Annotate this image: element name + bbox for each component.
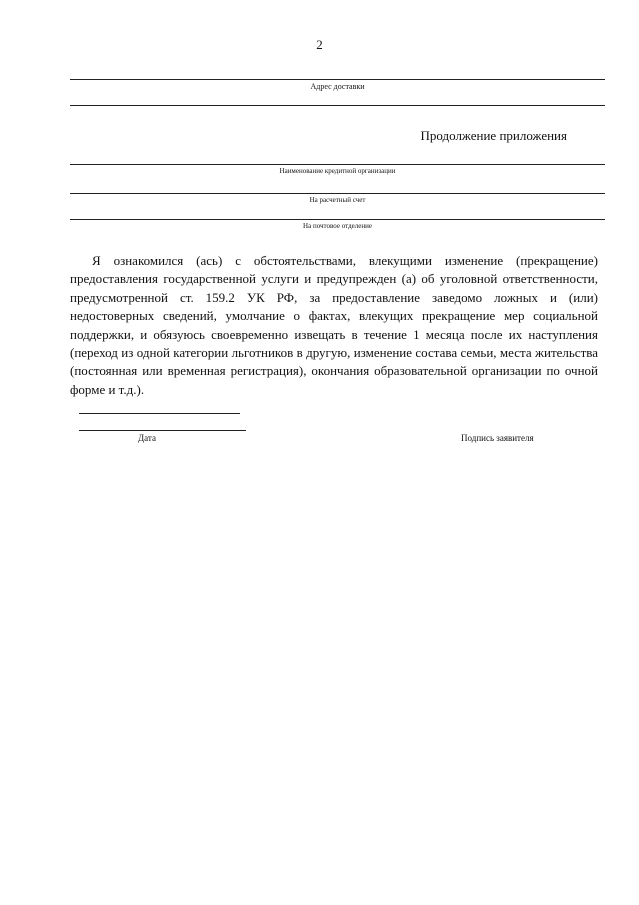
date-line	[79, 430, 246, 431]
declaration-paragraph: Я ознакомился (ась) с обстоятельствами, влекущими изменение (прекращение) предоставления государственной услуги и предупрежден (а) об уголовной ответственности, предусмотренной ст. 159.2 УК РФ, за предоставление заведомо ложных и (или) недостоверных сведений, умолчание о фактах, влекущих прекращение мер социальной поддержки, и обязуюсь своевременно извещать в течение 1 месяца после их наступления (переход из одной категории льготников в другую, изменение состава семьи, места жительства (постоянная или временная регистрация), окончания образовательной организации по очной форме и т.д.).	[70, 253, 598, 397]
appendix-continuation-title: Продолжение приложения	[420, 128, 567, 143]
delivery-address-line-2	[70, 105, 605, 106]
account-line	[70, 193, 605, 194]
date-caption: Дата	[138, 433, 156, 443]
post-office-caption: На почтовое отделение	[303, 222, 372, 230]
date-line-upper	[79, 413, 240, 414]
signature-caption: Подпись заявителя	[461, 433, 534, 443]
account-caption: На расчетный счет	[309, 196, 366, 204]
post-office-line	[70, 219, 605, 220]
credit-org-caption: Наименование кредитной организации	[279, 167, 396, 175]
delivery-address-caption: Адрес доставки	[310, 82, 365, 91]
delivery-address-line	[70, 79, 605, 80]
credit-org-line	[70, 164, 605, 165]
page-number: 2	[316, 37, 323, 52]
